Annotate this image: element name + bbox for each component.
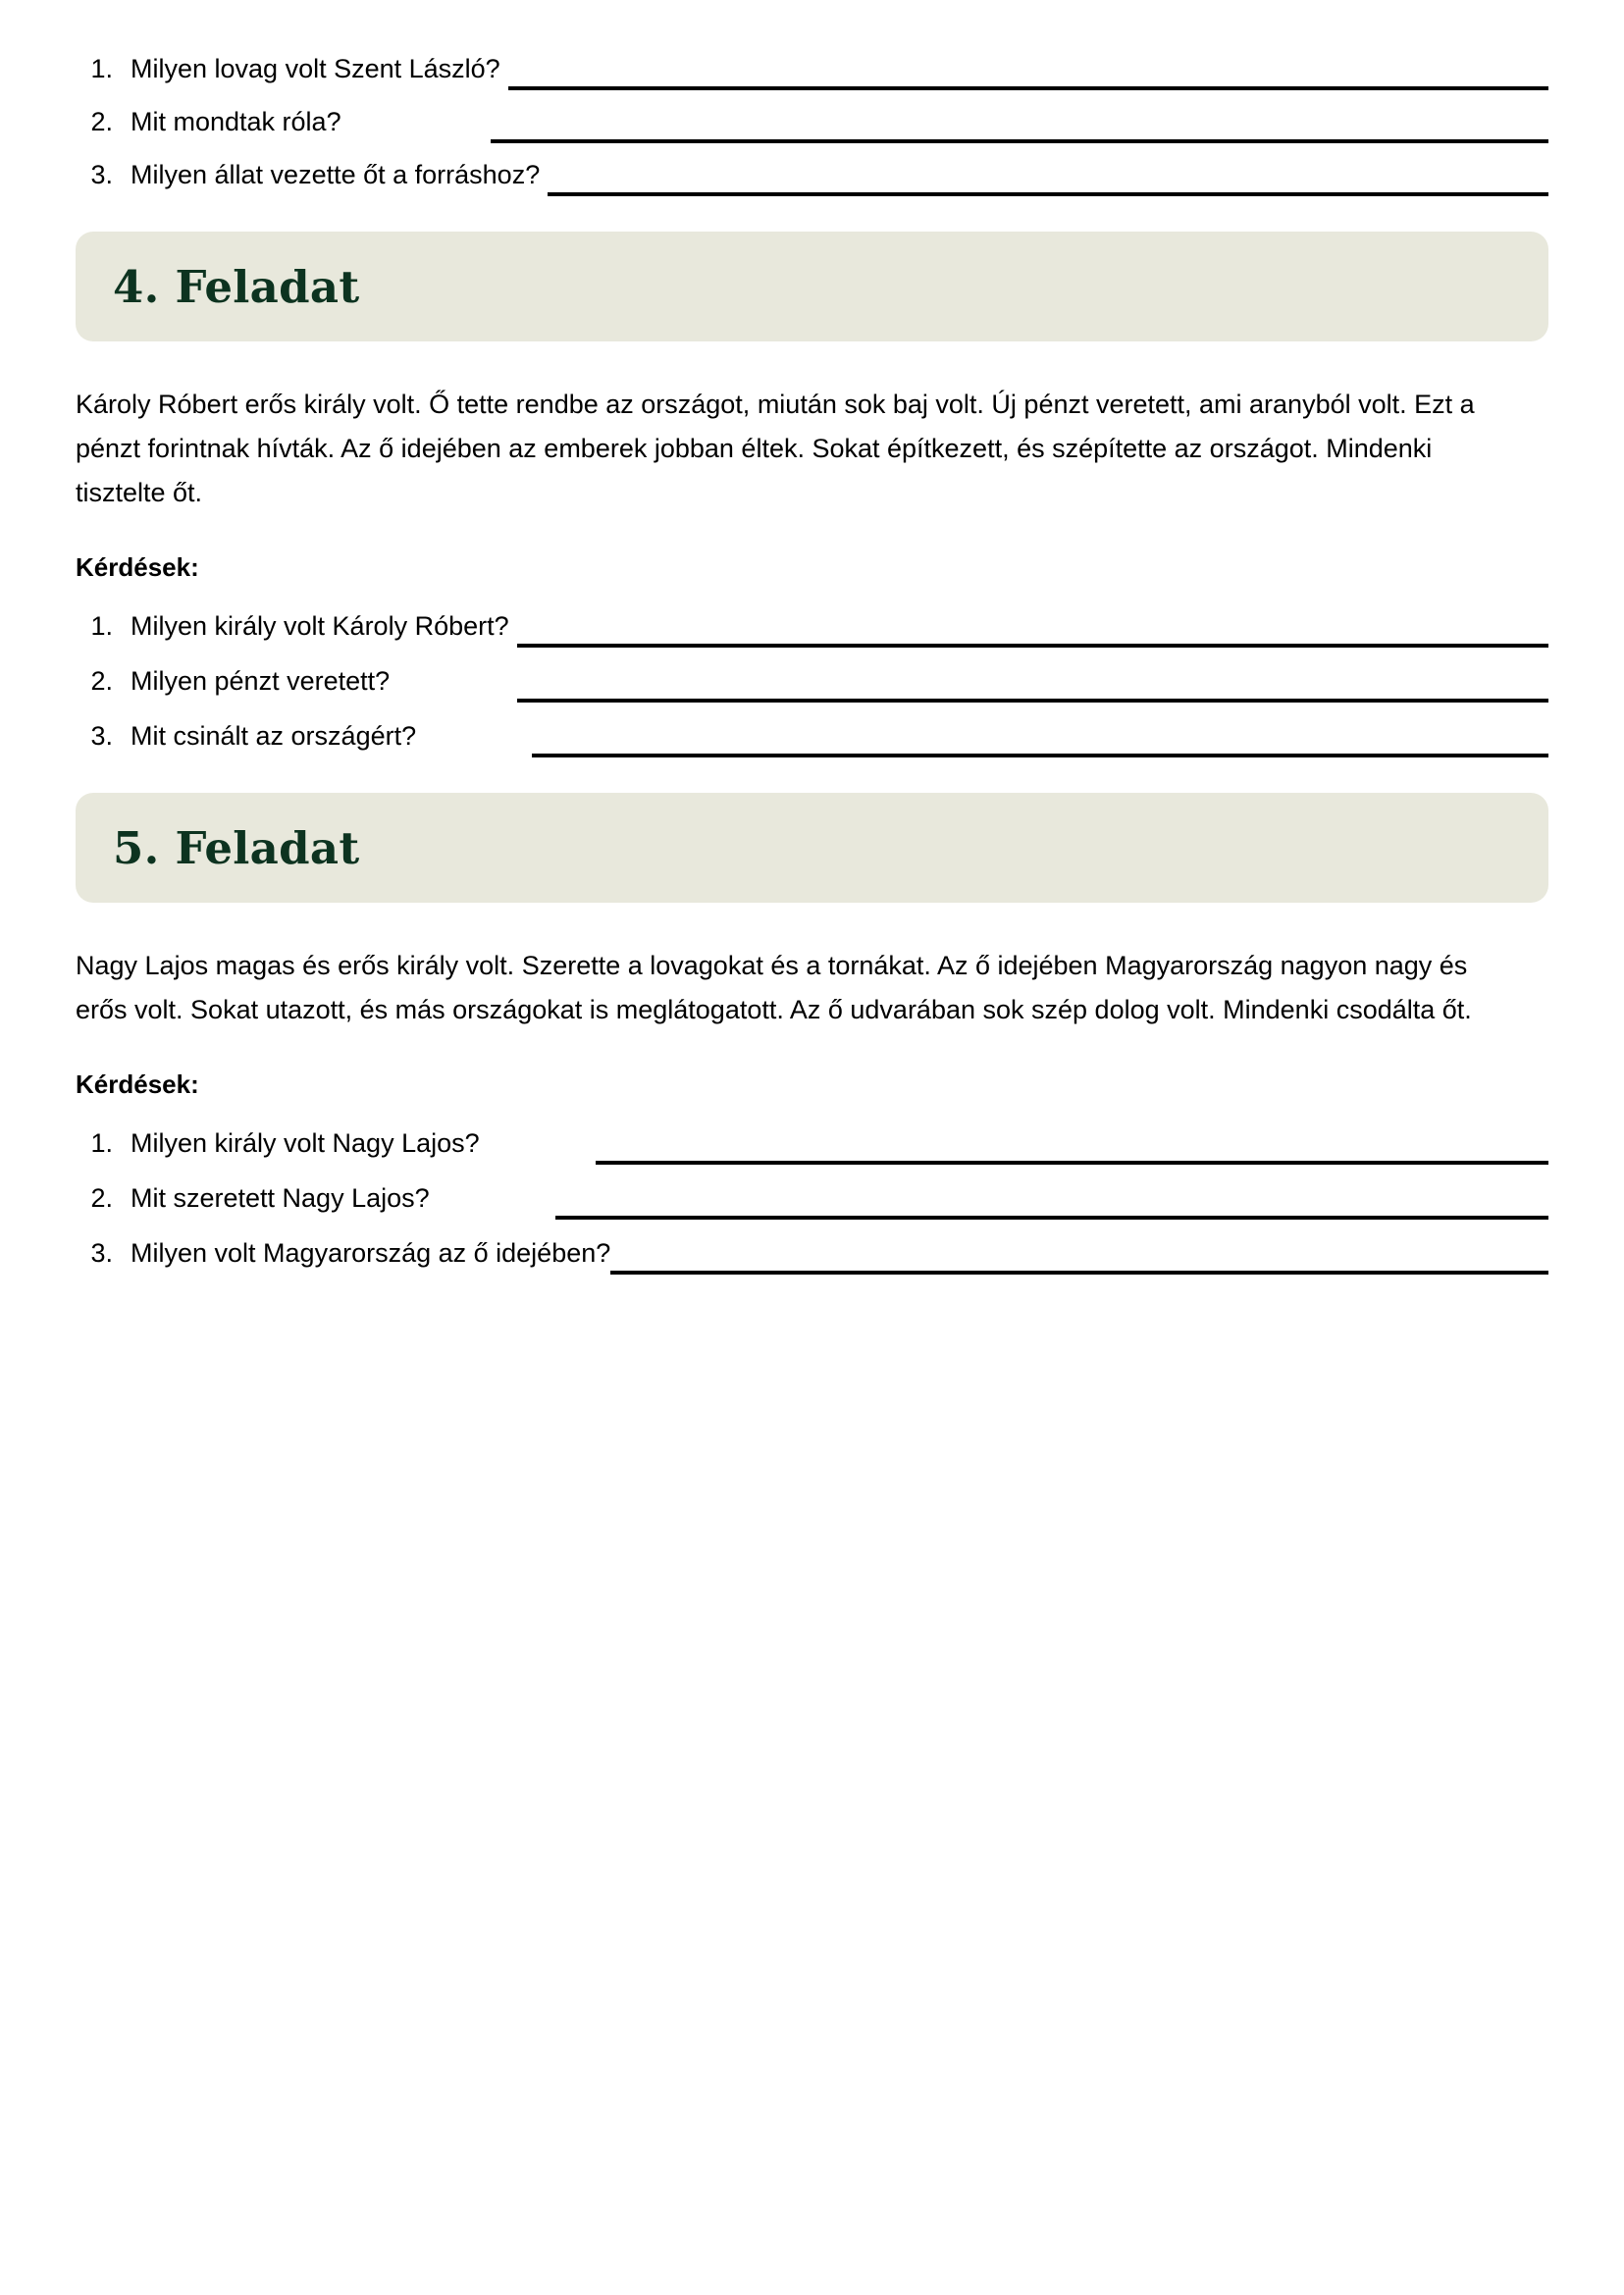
question-number: 1. [90,54,113,83]
list-item [76,1121,1548,1165]
answer-blank[interactable] [610,1235,1548,1275]
section-5-questions-label: Kérdések: [76,1069,199,1099]
question-number: 2. [90,107,113,136]
list-item [76,714,1548,757]
list-item [76,604,1548,648]
answer-blank[interactable] [532,718,1548,757]
question-number: 2. [90,666,113,696]
question-text: Mit szeretett Nagy Lajos? [131,1183,430,1213]
list-item [76,1176,1548,1220]
question-text: Milyen király volt Károly Róbert? [131,611,509,641]
answer-blank[interactable] [508,51,1548,90]
list-item [76,659,1548,703]
question-text: Milyen állat vezette őt a forráshoz? [131,160,541,189]
section-4 [76,232,1548,757]
section-4-questions-label: Kérdések: [76,552,199,582]
section-5-paragraph: Nagy Lajos magas és erős király volt. Szerette a lovagokat és a tornákat. Az ő idejében Magyarország nagyon nagy és erős volt. Sokat utazott, és más országokat is meglátogatott. Az ő udvarában sok szép dolog volt. Mindenki csodálta őt. [76,951,1472,1024]
answer-blank[interactable] [517,663,1548,703]
question-text: Mit csinált az országért? [131,721,417,751]
question-number: 3. [90,1238,113,1268]
question-text: Mit mondtak róla? [131,107,341,136]
answer-blank[interactable] [491,104,1548,143]
list-item [76,100,1548,143]
section-4-paragraph: Károly Róbert erős király volt. Ő tette rendbe az országot, miután sok baj volt. Új pénzt veretett, ami aranyból volt. Ezt a pénzt forintnak hívták. Az ő idejében az emberek jobban éltek. Sokat építkezett, és szépítette az országot. Mindenki tisztelte őt. [76,390,1475,507]
question-number: 3. [90,160,113,189]
question-text: Milyen volt Magyarország az ő idejében? [131,1238,611,1268]
question-number: 2. [90,1183,113,1213]
section-4-title: 4. Feladat [113,260,360,313]
page-bottom-whitespace [76,1286,1548,1875]
question-number: 1. [90,611,113,641]
question-text: Milyen lovag volt Szent László? [131,54,500,83]
list-item [76,1231,1548,1275]
top-question-list [76,0,1548,196]
section-5-question-list [76,1121,1548,1275]
list-item [76,47,1548,90]
question-text: Milyen pénzt veretett? [131,666,391,696]
answer-blank[interactable] [596,1125,1548,1165]
answer-blank[interactable] [555,1180,1548,1220]
section-5-title: 5. Feladat [113,821,360,874]
section-5-header-band [76,793,1548,903]
question-number: 3. [90,721,113,751]
question-number: 1. [90,1128,113,1158]
list-item [76,153,1548,196]
answer-blank[interactable] [517,608,1548,648]
section-4-question-list [76,604,1548,757]
section-5 [76,793,1548,1275]
section-4-header-band [76,232,1548,341]
answer-blank[interactable] [548,157,1548,196]
question-text: Milyen király volt Nagy Lajos? [131,1128,480,1158]
